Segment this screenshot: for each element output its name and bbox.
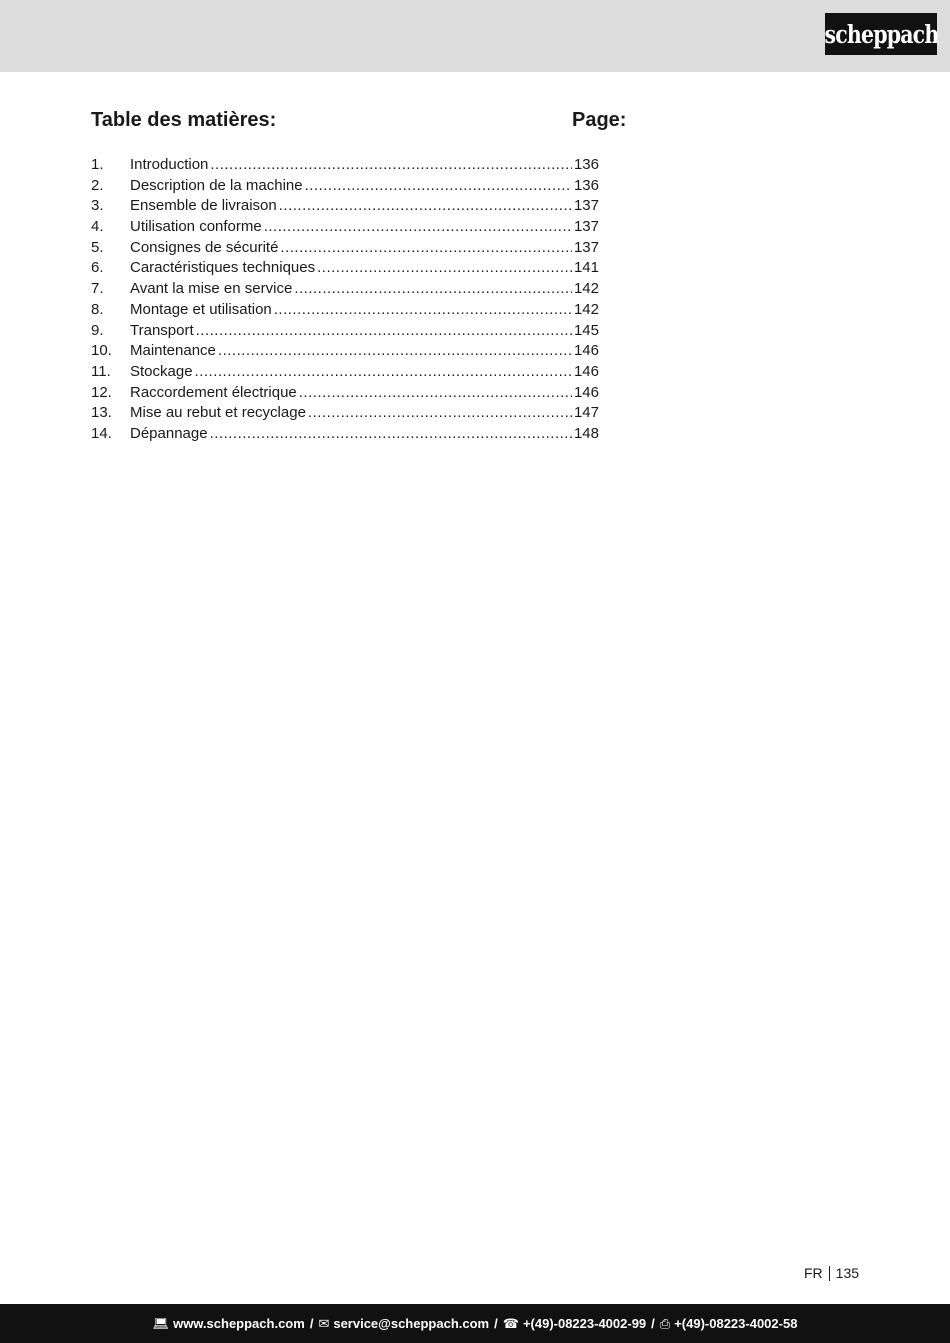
toc-leader-dots bbox=[196, 321, 572, 342]
toc-leader-dots bbox=[317, 258, 572, 279]
table-of-contents bbox=[91, 155, 599, 445]
page-column-heading: Page: bbox=[572, 109, 627, 131]
toc-entry-number: 6. bbox=[91, 259, 104, 277]
page-footer bbox=[804, 1264, 859, 1282]
toc-leader-dots bbox=[264, 217, 572, 238]
fax-icon: ⎙ bbox=[659, 1315, 671, 1331]
fax-number: +(49)-08223-4002-58 bbox=[674, 1316, 798, 1331]
toc-entry-page: 147 bbox=[573, 404, 599, 422]
toc-entry-number: 7. bbox=[91, 280, 104, 298]
scheppach-logo bbox=[825, 13, 937, 55]
envelope-icon: ✉︎ bbox=[318, 1315, 330, 1331]
toc-leader-dots bbox=[308, 403, 572, 424]
toc-leader-dots bbox=[195, 362, 572, 383]
contact-bar bbox=[0, 1304, 950, 1343]
toc-entry-page: 136 bbox=[573, 176, 599, 194]
email-link[interactable]: service@scheppach.com bbox=[333, 1316, 490, 1331]
toc-entry-title: Caractéristiques techniques bbox=[130, 259, 316, 277]
toc-entry-title: Mise au rebut et recyclage bbox=[130, 404, 306, 422]
toc-leader-dots bbox=[218, 341, 572, 362]
toc-entry[interactable] bbox=[91, 424, 599, 445]
toc-entry-number: 3. bbox=[91, 197, 104, 215]
page-number: 135 bbox=[835, 1265, 860, 1281]
toc-entry[interactable] bbox=[91, 383, 599, 404]
toc-entry-page: 146 bbox=[573, 342, 599, 360]
toc-entry-title: Montage et utilisation bbox=[130, 300, 272, 318]
toc-entry-page: 137 bbox=[573, 218, 599, 236]
toc-entry-page: 146 bbox=[573, 362, 599, 380]
toc-entry-title: Transport bbox=[130, 321, 194, 339]
toc-entry-page: 148 bbox=[573, 424, 599, 442]
toc-entry-page: 137 bbox=[573, 197, 599, 215]
toc-entry-title: Description de la machine bbox=[130, 176, 303, 194]
toc-entry[interactable] bbox=[91, 300, 599, 321]
toc-entry-number: 4. bbox=[91, 218, 104, 236]
toc-entry-page: 142 bbox=[573, 300, 599, 318]
toc-leader-dots bbox=[305, 176, 572, 197]
toc-entry-number: 14. bbox=[91, 424, 112, 442]
laptop-icon: 💻︎ bbox=[152, 1315, 170, 1331]
toc-entry[interactable] bbox=[91, 403, 599, 424]
toc-entry-number: 2. bbox=[91, 176, 104, 194]
toc-leader-dots bbox=[279, 196, 572, 217]
logo-text: scheppach bbox=[824, 19, 938, 49]
footer-divider bbox=[829, 1266, 830, 1281]
toc-entry[interactable] bbox=[91, 176, 599, 197]
toc-entry-number: 9. bbox=[91, 321, 104, 339]
toc-entry-number: 11. bbox=[91, 362, 111, 380]
toc-entry[interactable] bbox=[91, 238, 599, 259]
header-band bbox=[0, 0, 950, 72]
toc-entry-page: 136 bbox=[573, 156, 599, 173]
toc-entry[interactable] bbox=[91, 341, 599, 362]
toc-entry[interactable] bbox=[91, 155, 599, 176]
toc-entry-number: 13. bbox=[91, 404, 112, 422]
telephone-icon: ☎︎ bbox=[502, 1315, 519, 1331]
toc-entry-title: Dépannage bbox=[130, 424, 208, 442]
toc-entry-page: 141 bbox=[573, 259, 599, 277]
language-code: FR bbox=[804, 1265, 823, 1281]
separator: / bbox=[494, 1316, 498, 1331]
separator: / bbox=[309, 1316, 314, 1331]
toc-leader-dots bbox=[274, 300, 572, 321]
toc-entry-number: 5. bbox=[91, 238, 104, 256]
toc-entry[interactable] bbox=[91, 196, 599, 217]
toc-leader-dots bbox=[210, 155, 572, 176]
toc-entry-title: Maintenance bbox=[130, 342, 216, 360]
toc-entry[interactable] bbox=[91, 217, 599, 238]
website-link[interactable]: www.scheppach.com bbox=[173, 1316, 305, 1331]
toc-entry[interactable] bbox=[91, 258, 599, 279]
toc-entry-page: 142 bbox=[573, 280, 599, 298]
toc-entry-number: 1. bbox=[91, 156, 104, 173]
toc-leader-dots bbox=[280, 238, 572, 259]
toc-entry-page: 137 bbox=[573, 238, 599, 256]
toc-entry-page: 146 bbox=[573, 383, 599, 401]
toc-entry-title: Stockage bbox=[130, 362, 193, 380]
toc-heading: Table des matières: bbox=[91, 109, 277, 131]
toc-entry-title: Ensemble de livraison bbox=[130, 197, 277, 215]
toc-entry[interactable] bbox=[91, 279, 599, 300]
toc-entry[interactable] bbox=[91, 321, 599, 342]
separator: / bbox=[651, 1316, 655, 1331]
toc-leader-dots bbox=[210, 424, 572, 445]
toc-entry-title: Avant la mise en service bbox=[130, 280, 293, 298]
toc-entry-title: Raccordement électrique bbox=[130, 383, 297, 401]
toc-entry[interactable] bbox=[91, 362, 599, 383]
toc-entry-page: 145 bbox=[573, 321, 599, 339]
toc-entry-title: Consignes de sécurité bbox=[130, 238, 279, 256]
toc-leader-dots bbox=[294, 279, 572, 300]
toc-entry-title: Introduction bbox=[130, 156, 209, 173]
toc-leader-dots bbox=[299, 383, 572, 404]
toc-entry-number: 10. bbox=[91, 342, 112, 360]
phone-number[interactable]: +(49)-08223-4002-99 bbox=[522, 1316, 647, 1331]
toc-entry-number: 8. bbox=[91, 300, 104, 318]
toc-entry-title: Utilisation conforme bbox=[130, 218, 262, 236]
toc-entry-number: 12. bbox=[91, 383, 112, 401]
